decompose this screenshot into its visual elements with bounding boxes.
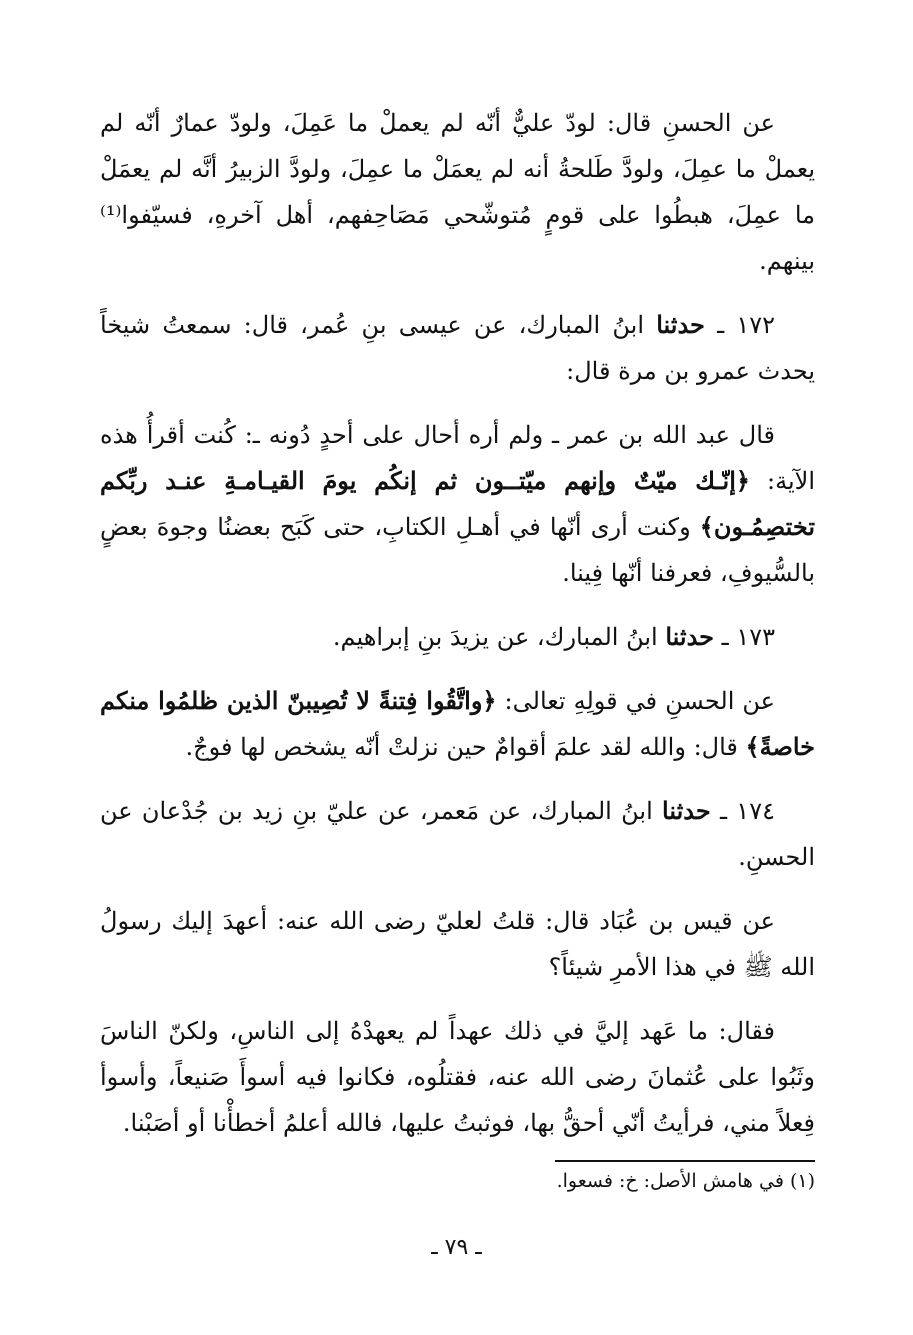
quran-quote: ﴿إنّـك ميّتٌ وإنهم ميّتــون ثم إنكُم يومَ القيـامـةِ عنـد ربِّكم تختصِمُـون﴾: [100, 466, 815, 541]
footnote-divider: [555, 1160, 815, 1162]
paragraph-text: ابنُ المبارك، عن يزيدَ بنِ إبراهيم.: [332, 623, 658, 651]
footnote: (١) في هامش الأصل: خ: فسعوا.: [556, 1170, 815, 1192]
hadith-keyword: حدثنا: [662, 796, 711, 825]
page-number: ـ ٧٩ ـ: [431, 1235, 482, 1260]
hadith-172: [100, 302, 815, 394]
paragraph-8: [100, 1008, 815, 1146]
quran-quote: ﴿واتَّقُوا فِتنةً لا تُصِيبنّ الذين ظلمُوا منكم خاصةً﴾: [100, 686, 815, 761]
paragraph-5: [100, 678, 815, 770]
paragraph-text: قال عبد الله بن عمر ـ ولم أره أحال على أحدٍ دُونه ـ: كُنت أقرأُ هذه الآية:: [100, 421, 815, 495]
paragraph-text: عن قيس بن عُبَاد قال: قلتُ لعليّ رضى الله عنه: أعهدَ إليك رسولُ الله ﷺ في هذا الأمرِ شيئاً؟: [100, 907, 815, 981]
paragraph-text: فقال: ما عَهد إليَّ في ذلك عهداً لم يعهدْهُ إلى الناسِ، ولكنّ الناسَ وثَبُوا على عُثمانَ رضى الله عنه، فقتلُوه، فكانوا فيه أسوأَ صَنيعاً، وأسوأ فِعلاً مني، فرأيتُ أنّي أحقُّ بها، فوثبتُ عليها، فالله أعلمُ أخطأْنا أو أصَبْنا.: [100, 1017, 815, 1137]
paragraph-1: [100, 100, 815, 284]
hadith-number: ١٧٢ ـ: [717, 311, 775, 339]
paragraph-text: عن الحسنِ في قولِهِ تعالى:: [504, 687, 775, 715]
hadith-174: [100, 788, 815, 880]
paragraph-text: قال: والله لقد علمَ أقوامٌ حين نزلتْ أنّه يشخص لها فوجٌ.: [185, 733, 738, 761]
hadith-number: ١٧٤ ـ: [719, 797, 775, 825]
paragraph-text: وكنت أرى أنّها في أهـلِ الكتابِ، حتى كَبَح بعضنُا وجوهَ بعضٍ بالسُّيوفِ، فعرفنا أنّها فِينا.: [100, 513, 815, 587]
hadith-173: [100, 614, 815, 660]
hadith-keyword: حدثنا: [656, 310, 705, 339]
hadith-number: ١٧٣ ـ: [721, 623, 775, 651]
paragraph-text: ابنُ المبارك، عن عيسى بنِ عُمر، قال: سمعتُ شيخاً يحدث عمرو بن مرة قال:: [100, 311, 815, 385]
paragraph-7: [100, 898, 815, 990]
hadith-keyword: حدثنا: [665, 622, 715, 651]
paragraph-text: عن الحسنِ قال: لودّ عليٌّ أنّه لم يعملْ ما عَمِلَ، ولودّ عمارٌ أنّه لم يعملْ ما عمِلَ، ولودَّ طَلحةُ أنه لم يعمَلْ ما عمِلَ، ولودَّ الزبيرُ أنَّه لم يعمَلْ ما عمِلَ، هبطُوا على قومٍ مُتوشّحي مَصَاحِفهم، أهل آخرهِ، فسيّفوا⁽¹⁾ بينهم.: [100, 109, 815, 275]
paragraph-3: [100, 412, 815, 596]
page-body: [100, 100, 815, 1164]
paragraph-text: ابنُ المبارك، عن مَعمر، عن عليّ بنِ زيد بن جُدْعان عن الحسنِ.: [100, 797, 815, 871]
